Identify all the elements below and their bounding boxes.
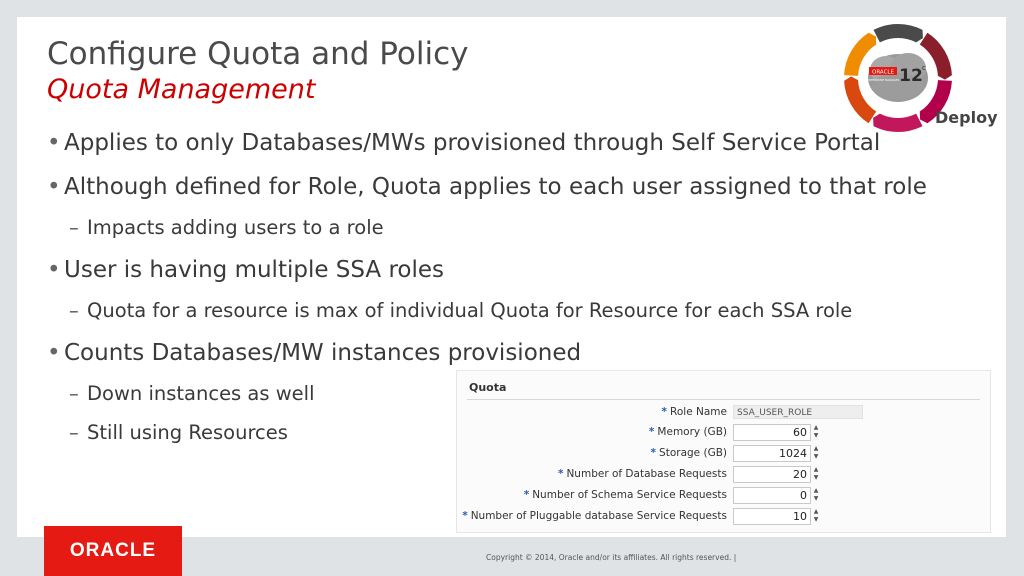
memory-label: * Memory (GB) [648, 426, 727, 438]
dash-icon: – [69, 382, 79, 405]
dash-icon: – [69, 299, 79, 322]
database-requests-row [457, 466, 992, 484]
storage-label: * Storage (GB) [650, 447, 727, 459]
dash-icon: – [69, 216, 79, 239]
dash-icon: – [69, 421, 79, 444]
database-requests-input[interactable] [733, 466, 811, 483]
pluggable-requests-spinner-icon[interactable]: ▲ ▼ [813, 508, 819, 523]
database-requests-label: * Number of Database Requests [557, 468, 727, 480]
bullet-text: Counts Databases/MW instances provisioned [64, 340, 582, 366]
required-asterisk-icon: * [462, 510, 468, 522]
page-title: Configure Quota and Policy [47, 36, 469, 72]
bullet-item [47, 170, 987, 214]
bullet-dot-icon: • [47, 130, 61, 156]
storage-spinner-icon[interactable]: ▲ ▼ [813, 445, 819, 460]
bullet-text: Applies to only Databases/MWs provisioned through Self Service Portal [64, 130, 881, 156]
bullet-text: User is having multiple SSA roles [64, 257, 445, 283]
sub-bullet-text: Down instances as well [87, 382, 315, 405]
pluggable-requests-row [457, 508, 992, 526]
quota-divider [467, 399, 980, 400]
bullet-dot-icon: • [47, 257, 61, 283]
memory-input[interactable] [733, 424, 811, 441]
role-name-value: SSA_USER_ROLE [733, 405, 863, 419]
badge-version: 12 [899, 66, 923, 86]
required-asterisk-icon: * [648, 426, 655, 438]
bullet-dot-icon: • [47, 340, 61, 366]
schema-requests-label: * Number of Schema Service Requests [523, 489, 727, 501]
database-requests-spinner-icon[interactable]: ▲ ▼ [813, 466, 819, 481]
badge-version-sup: c [922, 64, 926, 72]
lifecycle-segment-icon [873, 24, 922, 42]
quota-section-header: Quota [469, 381, 507, 394]
memory-spinner-icon[interactable]: ▲ ▼ [813, 424, 819, 439]
quota-form-panel [456, 370, 991, 533]
bullet-text: Although defined for Role, Quota applies to each user assigned to that role [64, 174, 927, 200]
page-subtitle: Quota Management [47, 74, 316, 105]
role-name-label: * Role Name [661, 406, 727, 418]
oracle-logo: ORACLE [44, 526, 182, 576]
bullet-item [47, 126, 987, 170]
sub-bullet-item [47, 214, 987, 253]
pluggable-requests-label: * Number of Pluggable database Service Requests [462, 510, 727, 522]
storage-input[interactable] [733, 445, 811, 462]
sub-bullet-text: Still using Resources [87, 421, 288, 444]
sub-bullet-text: Quota for a resource is max of individual Quota for Resource for each SSA role [87, 299, 853, 322]
schema-requests-spinner-icon[interactable]: ▲ ▼ [813, 487, 819, 502]
schema-requests-row [457, 487, 992, 505]
storage-row [457, 445, 992, 463]
badge-product: ENTERPRISE MANAGER [866, 78, 900, 82]
required-asterisk-icon: * [557, 468, 564, 480]
bullet-dot-icon: • [47, 174, 61, 200]
role-name-row [457, 404, 992, 422]
copyright-text: Copyright © 2014, Oracle and/or its affiliates. All rights reserved. | [486, 553, 737, 562]
required-asterisk-icon: * [523, 489, 530, 501]
memory-row [457, 424, 992, 442]
schema-requests-input[interactable] [733, 487, 811, 504]
required-asterisk-icon: * [650, 447, 657, 459]
pluggable-requests-input[interactable] [733, 508, 811, 525]
bullet-item [47, 253, 987, 297]
sub-bullet-item [47, 297, 987, 336]
sub-bullet-text: Impacts adding users to a role [87, 216, 384, 239]
badge-brand: ORACLE [872, 69, 894, 76]
required-asterisk-icon: * [661, 406, 668, 418]
deploy-label: Deploy [935, 108, 998, 127]
